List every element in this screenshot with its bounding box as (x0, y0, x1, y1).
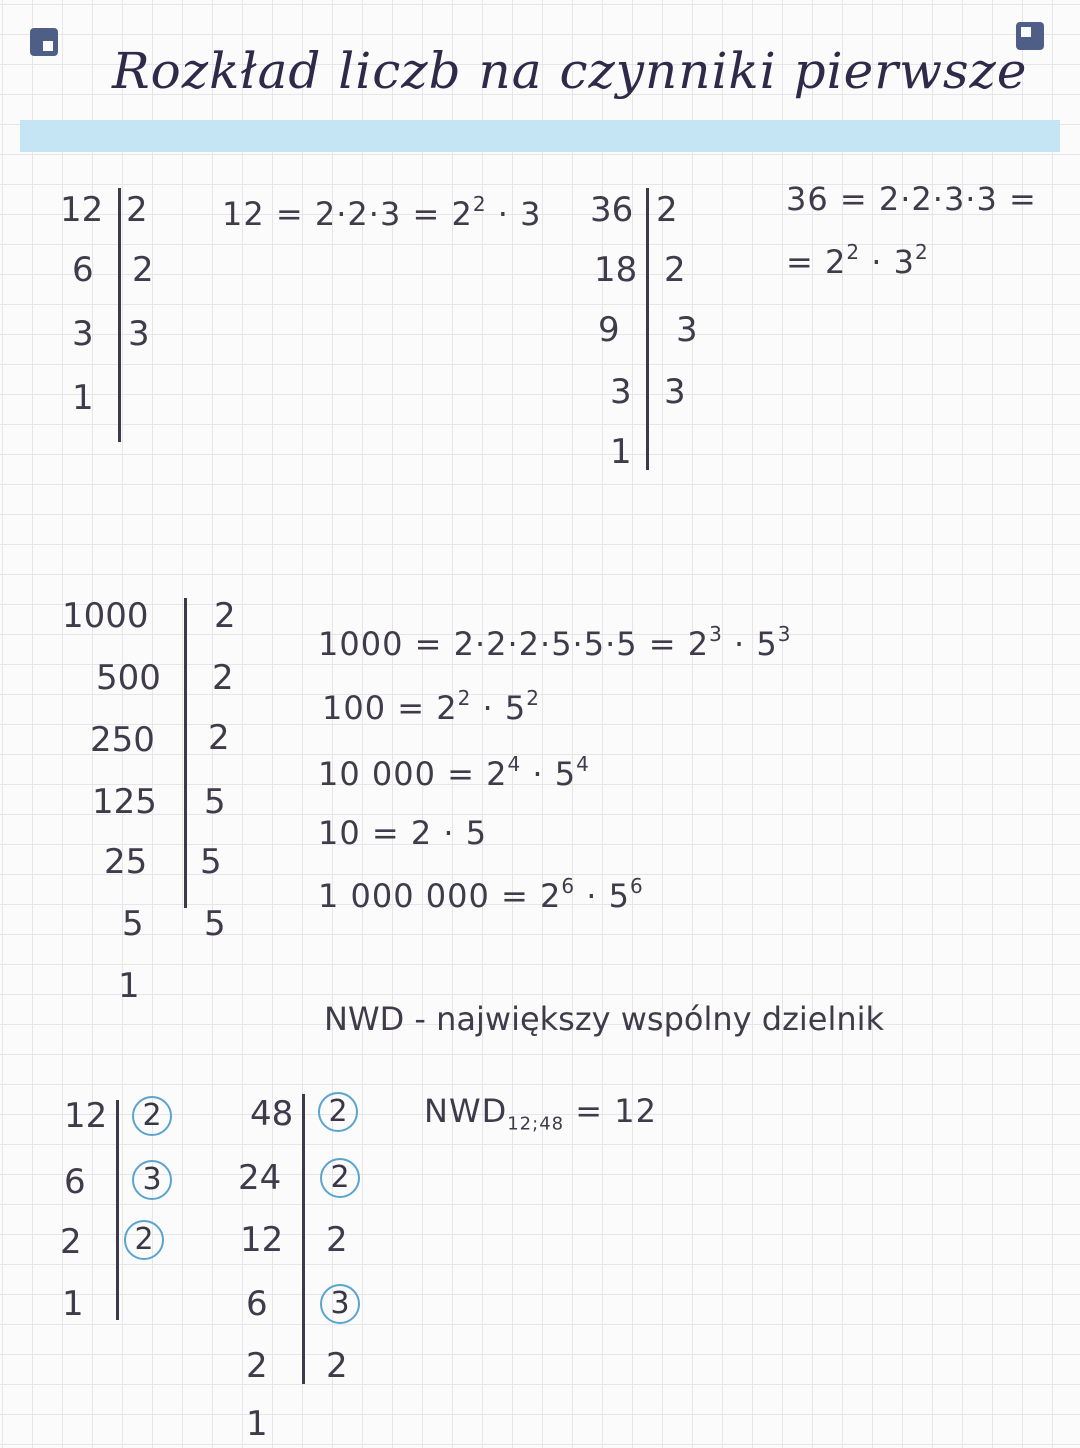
number: 3 (610, 372, 632, 412)
number: 1 (62, 1284, 84, 1324)
factor: 2 (126, 190, 148, 230)
equation-10: 10 = 2 · 5 (318, 814, 488, 852)
factor: 2 (212, 658, 234, 698)
number: 6 (72, 250, 94, 290)
factor-circled: 2 (124, 1220, 164, 1260)
number: 1000 (62, 596, 149, 636)
number: 1 (246, 1404, 268, 1444)
number: 1 (118, 966, 140, 1006)
number: 9 (598, 310, 620, 350)
number: 12 (64, 1096, 108, 1136)
factor-circled: 3 (132, 1160, 172, 1200)
factor: 2 (214, 596, 236, 636)
number: 2 (60, 1222, 82, 1262)
number: 125 (92, 782, 157, 822)
number: 250 (90, 720, 155, 760)
number: 24 (238, 1158, 282, 1198)
factor: 2 (132, 250, 154, 290)
number: 1 (72, 378, 94, 418)
division-line (118, 188, 121, 442)
factor-circled: 2 (320, 1158, 360, 1198)
number: 48 (250, 1094, 294, 1134)
factor-circled: 2 (318, 1092, 358, 1132)
equation-36-line1: 36 = 2·2·3·3 = (786, 180, 1037, 218)
factor: 2 (656, 190, 678, 230)
page-title: Rozkład liczb na czynniki pierwsze (112, 42, 1028, 100)
number: 12 (60, 190, 104, 230)
division-line (184, 598, 187, 908)
number: 2 (246, 1346, 268, 1386)
equation-12: $12 = 2\cdot 2\cdot 3 = 2^2 \cdot 3$ (222, 192, 542, 233)
number: 3 (72, 314, 94, 354)
factor: 2 (326, 1220, 348, 1260)
factor: 2 (208, 718, 230, 758)
division-line (646, 188, 649, 470)
division-line (116, 1100, 119, 1320)
number: 1 (610, 432, 632, 472)
equation-10000: 10 $000 = 2^4 \cdot 5^4$ (318, 752, 590, 793)
factor-circled: 2 (132, 1096, 172, 1136)
number: 25 (104, 842, 148, 882)
number: 36 (590, 190, 634, 230)
number: 6 (246, 1284, 268, 1324)
equation-36-line2: = $2^2 \cdot 3^2$ (786, 240, 929, 281)
factor: 5 (204, 904, 226, 944)
factor: 5 (200, 842, 222, 882)
factor-circled: 3 (320, 1284, 360, 1324)
nwd-result: $NWD_{12;48} = 12$ (424, 1092, 657, 1135)
division-line (302, 1094, 305, 1384)
equation-100: $100 = 2^2 \cdot 5^2$ (322, 686, 540, 727)
factor: 3 (676, 310, 698, 350)
factor: 5 (204, 782, 226, 822)
number: 500 (96, 658, 161, 698)
equation-1000000: 1 000 $000 = 2^6 \cdot 5^6$ (318, 874, 644, 915)
factor: 2 (326, 1346, 348, 1386)
number: 6 (64, 1162, 86, 1202)
number: 12 (240, 1220, 284, 1260)
corner-bracket-icon (30, 28, 58, 56)
title-highlight (20, 120, 1060, 152)
factor: 3 (128, 314, 150, 354)
number: 18 (594, 250, 638, 290)
factor: 2 (664, 250, 686, 290)
nwd-definition: NWD - największy wspólny dzielnik (324, 1000, 885, 1038)
factor: 3 (664, 372, 686, 412)
number: 5 (122, 904, 144, 944)
equation-1000: $1000 = 2\cdot 2\cdot 2\cdot 5\cdot 5\cdot 5 = 2^3 \cdot 5^3$ (318, 622, 792, 663)
